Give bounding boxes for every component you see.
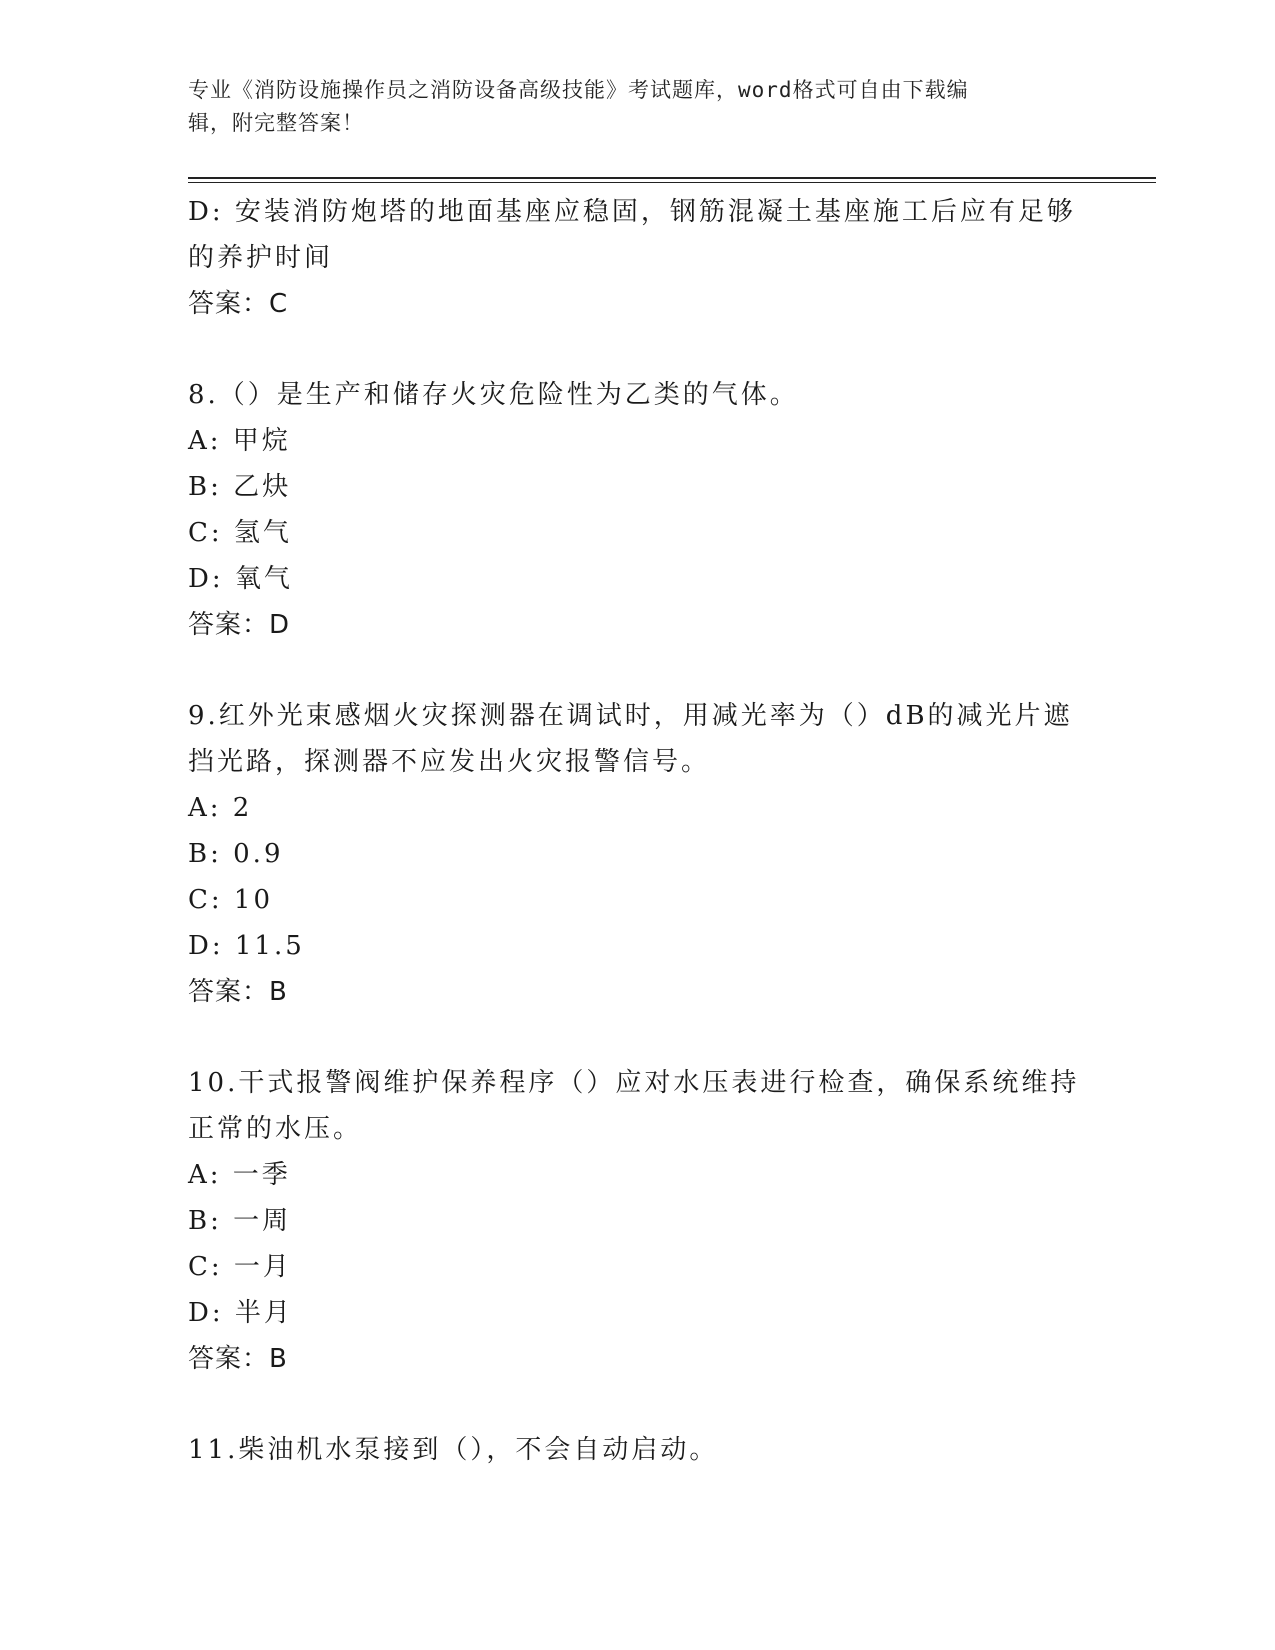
option-d-line-2: 的养护时间 [188, 243, 334, 273]
spacer [188, 327, 1078, 372]
header-divider-thin [188, 182, 1156, 183]
page-header [188, 74, 1068, 140]
question-10 [188, 1060, 1078, 1382]
header-title-line-2: 辑，附完整答案！ [188, 111, 364, 135]
option-a: A: 2 [188, 793, 253, 823]
spacer [188, 1382, 1078, 1427]
answer-label: 答案：B [188, 1344, 288, 1374]
option-a: A: 甲烷 [188, 426, 291, 456]
option-c: C: 一月 [188, 1252, 292, 1282]
spacer [188, 1015, 1078, 1060]
header-divider-thick [188, 177, 1156, 179]
option-d: D: 氧气 [188, 564, 293, 594]
option-b: B: 乙炔 [188, 472, 292, 502]
question-stem-line-1: 9.红外光束感烟火灾探测器在调试时，用减光率为（）dB的减光片遮 [188, 701, 1073, 731]
question-stem: 8.（）是生产和储存火灾危险性为乙类的气体。 [188, 380, 799, 410]
option-b: B: 0.9 [188, 839, 284, 869]
question-9 [188, 693, 1078, 1015]
spacer [188, 648, 1078, 693]
header-title-line-1: 专业《消防设施操作员之消防设备高级技能》考试题库，word格式可自由下载编 [188, 78, 969, 102]
answer-label: 答案：C [188, 289, 289, 319]
question-8 [188, 372, 1078, 648]
option-d-line-1: D: 安装消防炮塔的地面基座应稳固，钢筋混凝土基座施工后应有足够 [188, 197, 1076, 227]
answer-label: 答案：D [188, 610, 291, 640]
question-stem: 11.柴油机水泵接到（），不会自动启动。 [188, 1435, 719, 1465]
question-11 [188, 1427, 1078, 1473]
answer-label: 答案：B [188, 977, 288, 1007]
carryover-question-block [188, 189, 1078, 327]
question-stem-line-2: 挡光路，探测器不应发出火灾报警信号。 [188, 747, 711, 777]
option-d: D: 11.5 [188, 931, 305, 961]
option-b: B: 一周 [188, 1206, 292, 1236]
option-c: C: 10 [188, 885, 274, 915]
question-content [188, 189, 1078, 1473]
question-stem-line-2: 正常的水压。 [188, 1114, 363, 1144]
option-a: A: 一季 [188, 1160, 291, 1190]
question-stem-line-1: 10.干式报警阀维护保养程序（）应对水压表进行检查，确保系统维持 [188, 1068, 1080, 1098]
option-d: D: 半月 [188, 1298, 293, 1328]
option-c: C: 氢气 [188, 518, 292, 548]
